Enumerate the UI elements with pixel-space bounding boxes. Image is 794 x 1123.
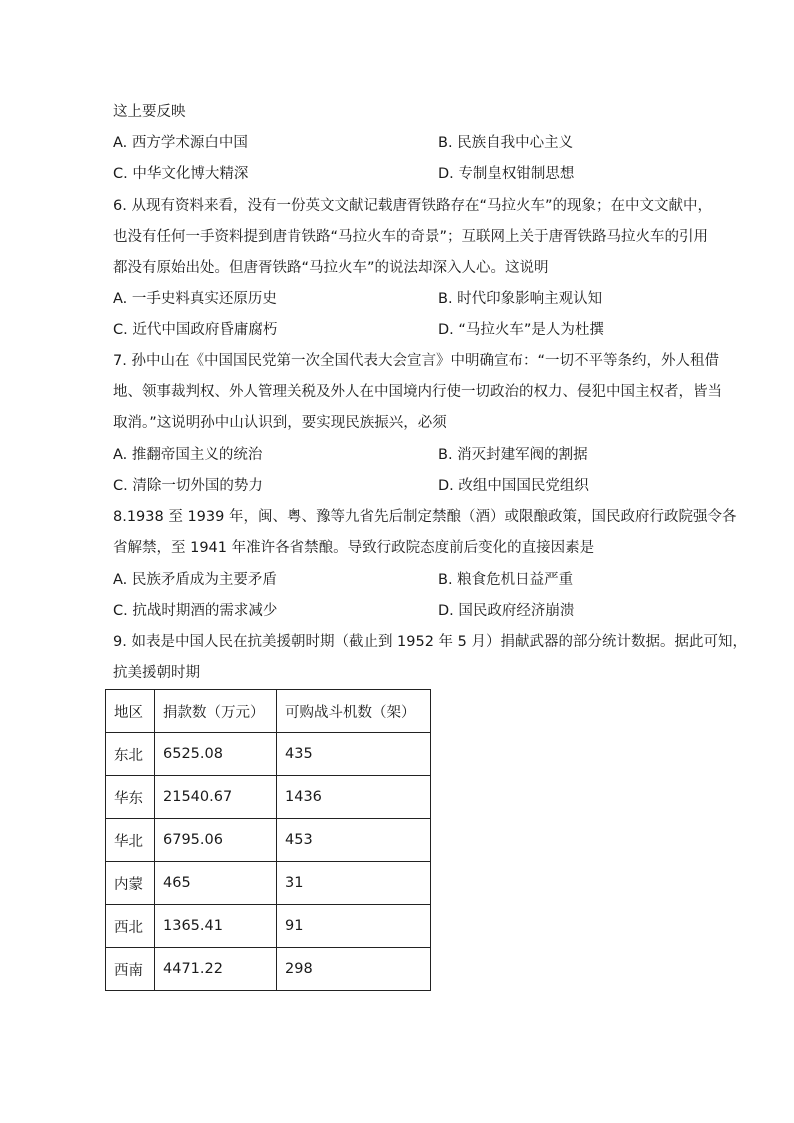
q6-option-b: B. 时代印象影响主观认知 (438, 291, 603, 307)
q5-option-d: D. 专制皇权钳制思想 (438, 166, 575, 182)
q9-stem-line-2: 抗美援朝时期 (113, 665, 200, 681)
table-cell-region: 东北 (106, 733, 155, 776)
q7-option-d: D. 改组中国国民党组织 (438, 478, 589, 494)
table-row (106, 819, 431, 862)
q6-stem-line-1: 6. 从现有资料来看，没有一份英文文献记载唐胥铁路存在“马拉火车”的现象；在中文文献中， (113, 198, 712, 214)
table-row (106, 776, 431, 819)
q7-stem-line-1: 7. 孙中山在《中国国民党第一次全国代表大会宣言》中明确宣布：“一切不平等条约，外人租借 (113, 353, 719, 369)
table-cell-donation: 6795.06 (155, 819, 277, 862)
q6-option-d: D. “马拉火车”是人为杜撰 (438, 322, 604, 338)
q6-option-a: A. 一手史料真实还原历史 (113, 291, 277, 307)
table-cell-fighters: 91 (277, 905, 431, 948)
table-cell-fighters: 298 (277, 948, 431, 991)
q7-option-a: A. 推翻帝国主义的统治 (113, 447, 263, 463)
q8-stem-line-1: 8.1938 至 1939 年，闽、粤、豫等九省先后制定禁酿（酒）或限酿政策，国民政府行政院强令各 (113, 509, 737, 525)
q5-option-b: B. 民族自我中心主义 (438, 135, 574, 151)
table-cell-donation: 1365.41 (155, 905, 277, 948)
q7-option-b: B. 消灭封建军阀的割据 (438, 447, 588, 463)
donation-table (105, 689, 431, 991)
q5-stem: 这上要反映 (113, 104, 186, 120)
table-row (106, 905, 431, 948)
q5-option-c: C. 中华文化博大精深 (113, 166, 249, 182)
table-cell-donation: 465 (155, 862, 277, 905)
table-header-cell: 捐款数（万元） (155, 690, 277, 733)
table-header-cell: 地区 (106, 690, 155, 733)
q7-stem-line-2: 地、领事裁判权、外人管理关税及外人在中国境内行使一切政治的权力、侵犯中国主权者，皆当 (113, 384, 722, 400)
q6-stem-line-3: 都没有原始出处。但唐胥铁路“马拉火车”的说法却深入人心。这说明 (113, 260, 549, 276)
table-cell-donation: 4471.22 (155, 948, 277, 991)
table-cell-fighters: 453 (277, 819, 431, 862)
table-cell-region: 华东 (106, 776, 155, 819)
q8-option-a: A. 民族矛盾成为主要矛盾 (113, 572, 277, 588)
table-cell-donation: 6525.08 (155, 733, 277, 776)
table-cell-fighters: 31 (277, 862, 431, 905)
table-cell-region: 西南 (106, 948, 155, 991)
table-row (106, 948, 431, 991)
q5-option-a: A. 西方学术源白中国 (113, 135, 248, 151)
q8-option-d: D. 国民政府经济崩溃 (438, 603, 575, 619)
q8-option-c: C. 抗战时期酒的需求减少 (113, 603, 278, 619)
q6-option-c: C. 近代中国政府昏庸腐朽 (113, 322, 278, 338)
q7-stem-line-3: 取消。”这说明孙中山认识到，要实现民族振兴，必须 (113, 415, 447, 431)
table-row (106, 862, 431, 905)
table-header-row (106, 690, 431, 733)
table-cell-fighters: 1436 (277, 776, 431, 819)
table-cell-region: 内蒙 (106, 862, 155, 905)
table-cell-region: 西北 (106, 905, 155, 948)
q9-stem-line-1: 9. 如表是中国人民在抗美援朝时期（截止到 1952 年 5 月）捐献武器的部分统计数据。据此可知， (113, 634, 748, 650)
table-row (106, 733, 431, 776)
q8-option-b: B. 粮食危机日益严重 (438, 572, 574, 588)
q8-stem-line-2: 省解禁，至 1941 年准许各省禁酿。导致行政院态度前后变化的直接因素是 (113, 540, 595, 556)
table-header-cell: 可购战斗机数（架） (277, 690, 431, 733)
table-cell-donation: 21540.67 (155, 776, 277, 819)
table-cell-region: 华北 (106, 819, 155, 862)
q7-option-c: C. 清除一切外国的势力 (113, 478, 263, 494)
table-cell-fighters: 435 (277, 733, 431, 776)
q6-stem-line-2: 也没有任何一手资料提到唐肯铁路“马拉火车的奇景”；互联网上关于唐胥铁路马拉火车的引用 (113, 229, 709, 245)
